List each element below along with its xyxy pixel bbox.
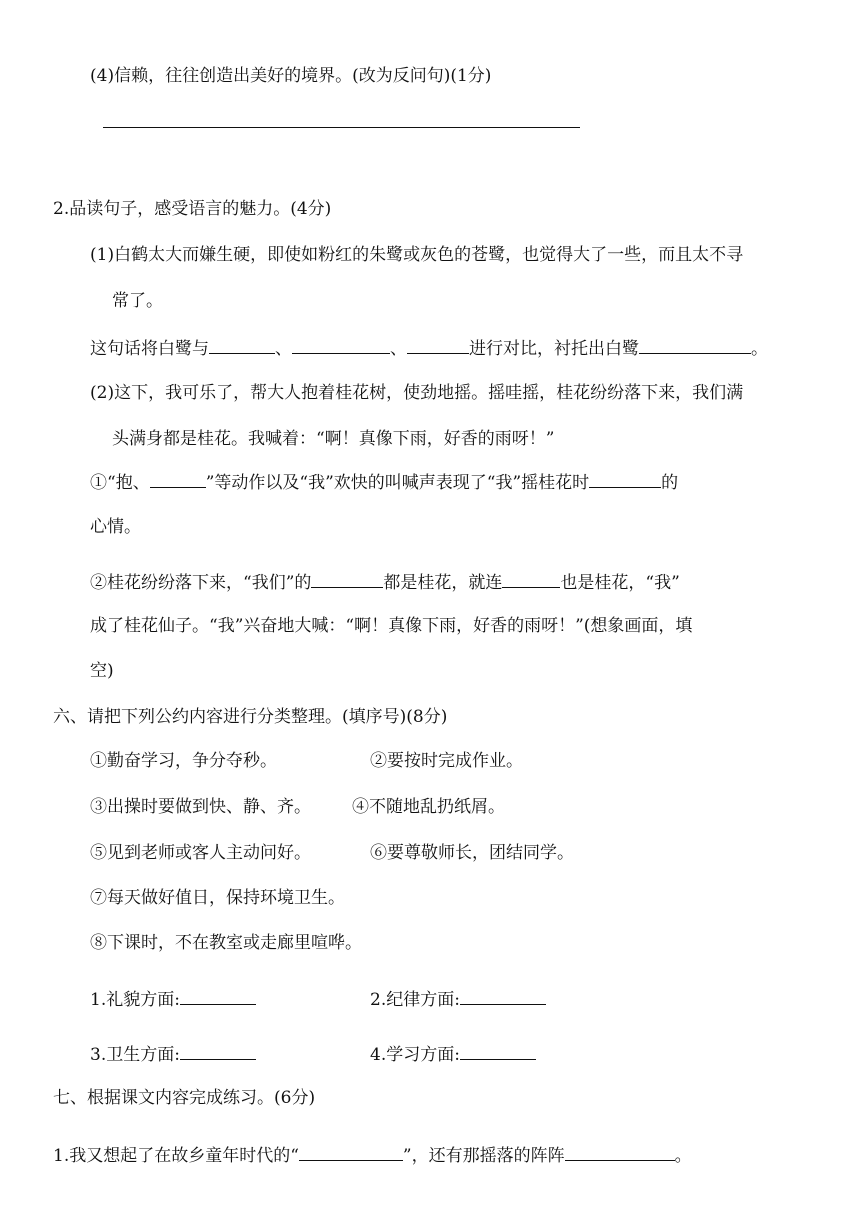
fill-text: 。 [674, 1146, 692, 1166]
blank[interactable] [180, 1041, 256, 1060]
fill-text: 的 [661, 473, 679, 493]
rule-item: ⑧下课时，不在教室或走廊里喧哗。 [90, 933, 362, 953]
blank[interactable] [460, 1041, 536, 1060]
subquestion-2-line-2: 成了桂花仙子。“我”兴奋地大喊：“啊！真像下雨，好香的雨呀！”(想象画面，填 [90, 616, 693, 636]
fill-text: ”等动作以及“我”欢快的叫喊声表现了“我”摇桂花时 [205, 473, 590, 493]
rule-item: ⑤见到老师或客人主动问好。 [90, 843, 311, 863]
fill-text: 进行对比，衬托出白鹭 [469, 339, 639, 359]
blank[interactable] [209, 335, 275, 354]
category-label: 3.卫生方面: [90, 1045, 180, 1065]
blank[interactable] [180, 986, 256, 1005]
blank[interactable] [311, 569, 383, 588]
blank[interactable] [565, 1142, 675, 1161]
passage-2-line-1: (2)这下，我可乐了，帮大人抱着桂花树，使劲地摇。摇哇摇，桂花纷纷落下来，我们满 [90, 383, 744, 403]
blank[interactable] [460, 986, 546, 1005]
blank[interactable] [407, 335, 469, 354]
passage-1-line-2: 常了。 [112, 291, 163, 311]
blank[interactable] [639, 335, 751, 354]
fill-text: ①“抱、 [90, 473, 150, 493]
blank[interactable] [502, 569, 560, 588]
blank[interactable] [299, 1142, 403, 1161]
category-study [370, 1041, 536, 1067]
fill-sentence-1 [90, 335, 768, 361]
rule-item: ②要按时完成作业。 [370, 751, 523, 771]
fill-text: ”，还有那摇落的阵阵 [402, 1146, 565, 1166]
rule-item: ⑥要尊敬师长，团结同学。 [370, 843, 574, 863]
answer-line[interactable] [103, 127, 580, 128]
rule-item: ⑦每天做好值日，保持环境卫生。 [90, 888, 345, 908]
subquestion-1 [90, 469, 678, 495]
rule-item: ④不随地乱扔纸屑。 [352, 797, 505, 817]
section-2-title: 2.品读句子，感受语言的魅力。(4分) [53, 199, 332, 219]
category-label: 4.学习方面: [370, 1045, 460, 1065]
blank[interactable] [589, 469, 661, 488]
category-etiquette [90, 986, 256, 1012]
subquestion-2 [90, 569, 680, 595]
fill-text: ②桂花纷纷落下来，“我们”的 [90, 573, 312, 593]
fill-text: 、 [275, 339, 292, 359]
fill-text: 也是桂花，“我” [560, 573, 680, 593]
section-7-title: 七、根据课文内容完成练习。(6分) [53, 1088, 316, 1108]
passage-1-line-1: (1)白鹤太大而嫌生硬，即使如粉红的朱鹭或灰色的苍鹭，也觉得大了一些，而且太不寻 [90, 245, 744, 265]
category-hygiene [90, 1041, 256, 1067]
category-label: 2.纪律方面: [370, 990, 460, 1010]
fill-text: 1.我又想起了在故乡童年时代的“ [53, 1146, 299, 1166]
category-label: 1.礼貌方面: [90, 990, 180, 1010]
section-6-title: 六、请把下列公约内容进行分类整理。(填序号)(8分) [53, 707, 448, 727]
blank[interactable] [150, 469, 206, 488]
subquestion-2-line-3: 空) [90, 661, 114, 681]
rule-item: ①勤奋学习，争分夺秒。 [90, 751, 277, 771]
section-7-question-1 [53, 1142, 692, 1168]
blank[interactable] [292, 335, 390, 354]
fill-text: 。 [751, 339, 768, 359]
category-discipline [370, 986, 546, 1012]
passage-2-line-2: 头满身都是桂花。我喊着：“啊！真像下雨，好香的雨呀！” [112, 429, 555, 449]
question-4: (4)信赖，往往创造出美好的境界。(改为反问句)(1分) [90, 66, 492, 86]
subquestion-1-line-2: 心情。 [90, 517, 141, 537]
rule-item: ③出操时要做到快、静、齐。 [90, 797, 311, 817]
fill-text: 都是桂花，就连 [383, 573, 503, 593]
fill-text: 这句话将白鹭与 [90, 339, 209, 359]
fill-text: 、 [390, 339, 407, 359]
